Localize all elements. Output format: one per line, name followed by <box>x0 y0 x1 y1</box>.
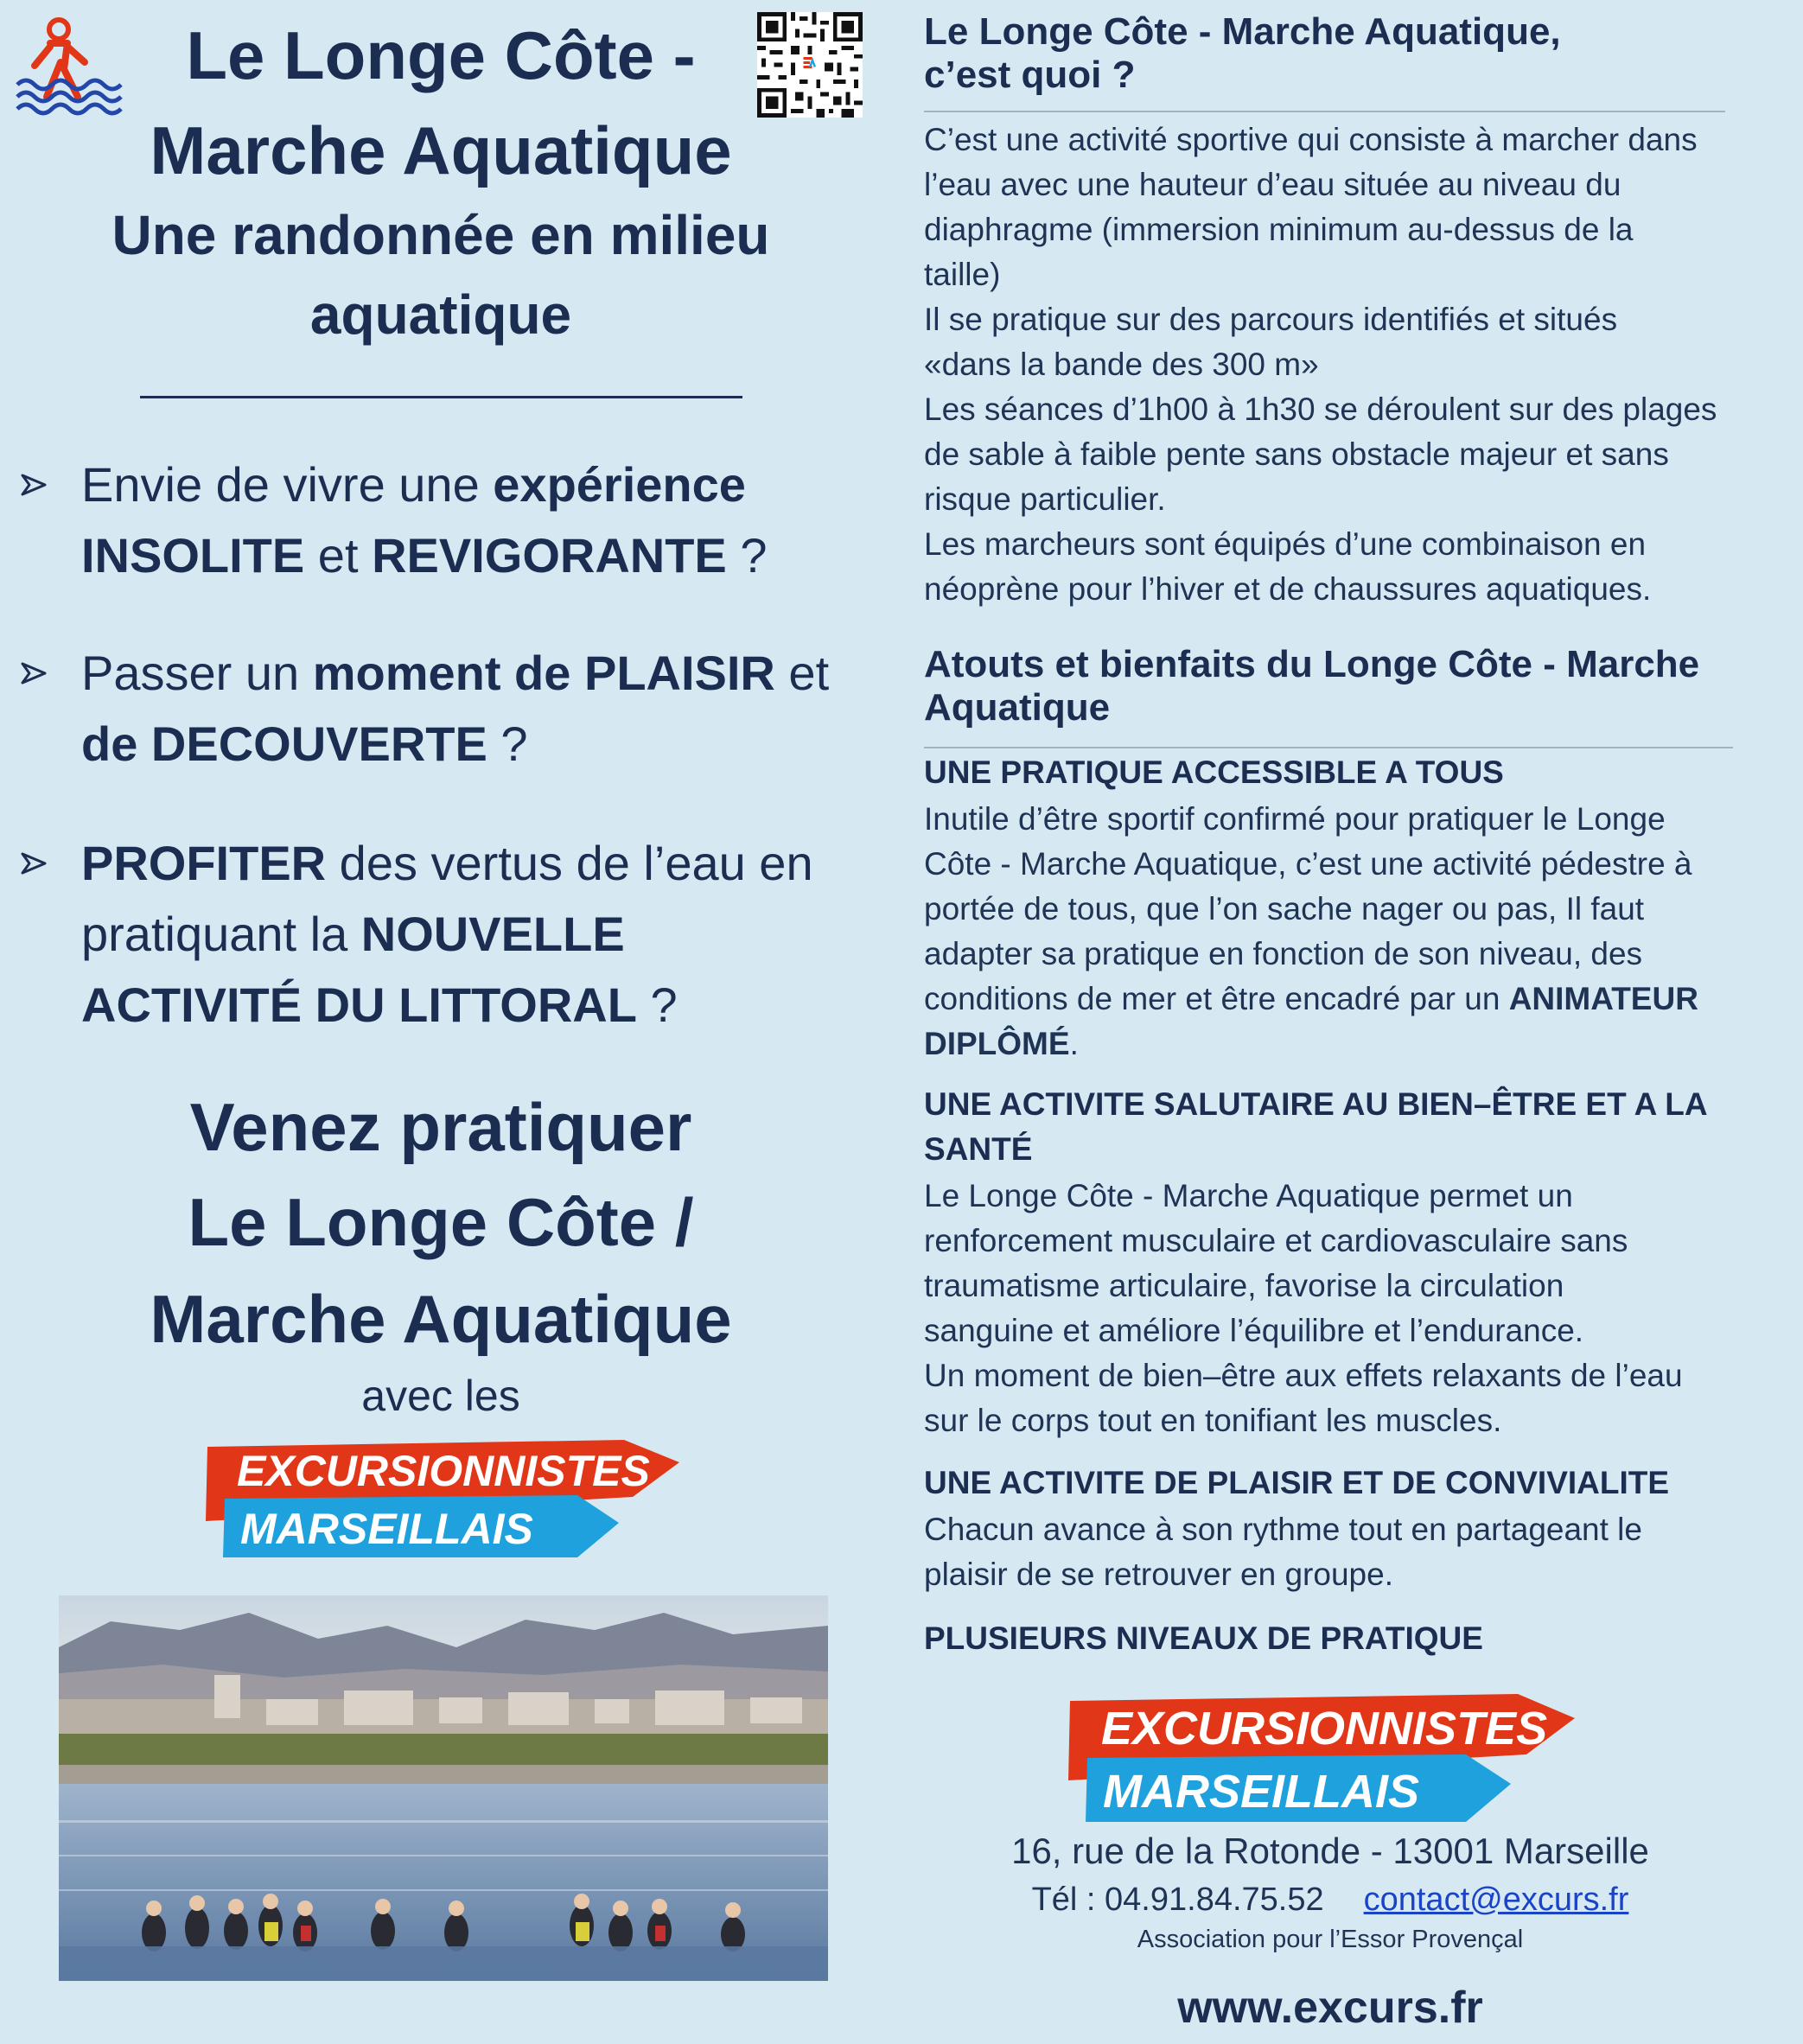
brand-logo-left <box>201 1428 679 1559</box>
section-levels-title: PLUSIEURS NIVEAUX DE PRATIQUE <box>924 1621 1483 1656</box>
main-title-line2: Marche Aquatique <box>150 112 732 188</box>
intro-line: taille) <box>924 257 1001 292</box>
heading1-rule <box>924 111 1725 112</box>
intro-line: «dans la bande des 300 m» <box>924 347 1319 382</box>
bullet-item-1 <box>19 449 866 596</box>
section-heading-what-is <box>924 10 1736 97</box>
intro-line: risque particulier. <box>924 481 1166 517</box>
address: 16, rue de la Rotonde - 13001 Marseille <box>1011 1831 1649 1871</box>
health-title-line1: UNE ACTIVITE SALUTAIRE AU BIEN–ÊTRE ET A LA <box>924 1086 1708 1122</box>
bullet-2-line1: Passer un moment de PLAISIR et <box>81 646 830 700</box>
association-name: Association pour l’Essor Provençal <box>1137 1926 1524 1953</box>
heading1-line2: c’est quoi ? <box>924 54 1136 96</box>
bullet-3-line3: ACTIVITÉ DU LITTORAL ? <box>81 977 678 1032</box>
health-line: traumatisme articulaire, favorise la circulation <box>924 1268 1564 1303</box>
health-line: Le Longe Côte - Marche Aquatique permet un <box>924 1178 1573 1213</box>
brand-line1: EXCURSIONNISTES <box>237 1447 650 1495</box>
brand-line2: MARSEILLAIS <box>240 1505 533 1553</box>
arrow-bullet-icon <box>19 659 48 688</box>
brand-logo-right <box>1063 1682 1575 1824</box>
title-divider <box>140 396 742 398</box>
bullet-3-line1: PROFITER des vertus de l’eau en <box>81 836 813 890</box>
subtitle-line1: Une randonnée en milieu <box>111 204 770 266</box>
cta-avec: avec les <box>361 1372 520 1420</box>
health-title-line2: SANTÉ <box>924 1131 1033 1167</box>
accessible-line: portée de tous, que l’on sache nager ou pas, Il faut <box>924 891 1645 926</box>
intro-line: Les séances d’1h00 à 1h30 se déroulent sur des plages <box>924 392 1717 427</box>
heading1-line1: Le Longe Côte - Marche Aquatique, <box>924 10 1561 53</box>
bullet-1-line2: INSOLITE et REVIGORANTE ? <box>81 528 768 583</box>
intro-line: diaphragme (immersion minimum au-dessus de la <box>924 212 1634 247</box>
bullet-1-line1: Envie de vivre une expérience <box>81 457 746 512</box>
heading2-line2: Aquatique <box>924 686 1111 729</box>
cta-line1: Venez pratiquer <box>189 1089 692 1165</box>
brand-line2: MARSEILLAIS <box>1103 1766 1420 1818</box>
subtitle-line2: aquatique <box>309 283 572 346</box>
brand-line1: EXCURSIONNISTES <box>1101 1703 1548 1754</box>
main-title-line1: Le Longe Côte - <box>186 17 696 93</box>
website-link[interactable]: www.excurs.fr <box>1177 1983 1483 2033</box>
section-heading-benefits <box>924 643 1736 729</box>
accessible-line: adapter sa pratique en fonction de son niveau, des <box>924 936 1643 971</box>
intro-line: l’eau avec une hauteur d’eau située au niveau du <box>924 167 1621 202</box>
pleasure-line: Chacun avance à son rythme tout en partageant le <box>924 1512 1642 1547</box>
accessible-line: Inutile d’être sportif confirmé pour pratiquer le Longe <box>924 801 1666 837</box>
arrow-bullet-icon <box>19 849 48 878</box>
bullet-item-2 <box>19 638 866 785</box>
section-health-title <box>924 1082 1741 1172</box>
intro-line: C’est une activité sportive qui consiste à marcher dans <box>924 122 1698 157</box>
bullet-item-3 <box>19 828 866 1044</box>
intro-line: néoprène pour l’hiver et de chaussures aquatiques. <box>924 571 1652 607</box>
cta-line3: Marche Aquatique <box>150 1281 732 1357</box>
section-pleasure-title: UNE ACTIVITE DE PLAISIR ET DE CONVIVIALITE <box>924 1465 1670 1500</box>
contact-row <box>924 1877 1736 1922</box>
qr-code[interactable] <box>757 12 863 118</box>
health-line: sur le corps tout en tonifiant les muscles. <box>924 1403 1502 1438</box>
qr-code-icon <box>757 12 863 118</box>
intro-line: Les marcheurs sont équipés d’une combinaison en <box>924 526 1647 562</box>
accessible-line: Côte - Marche Aquatique, c’est une activité pédestre à <box>924 846 1692 882</box>
email-link[interactable]: contact@excurs.fr <box>1363 1882 1629 1918</box>
arrow-bullet-icon <box>19 470 48 500</box>
accessible-line: conditions de mer et être encadré par un ANIMATEUR <box>924 981 1698 1016</box>
accessible-line: DIPLÔMÉ. <box>924 1026 1079 1061</box>
section-accessible-title: UNE PRATIQUE ACCESSIBLE A TOUS <box>924 755 1504 790</box>
health-line: Un moment de bien–être aux effets relaxants de l’eau <box>924 1358 1683 1393</box>
health-line: sanguine et améliore l’équilibre et l’endurance. <box>924 1313 1584 1348</box>
section-accessible-text <box>924 797 1741 1067</box>
intro-line: de sable à faible pente sans obstacle majeur et sans <box>924 436 1669 472</box>
intro-line: Il se pratique sur des parcours identifiés et situés <box>924 302 1618 337</box>
cta-line2: Le Longe Côte / <box>188 1184 694 1260</box>
section-health-text <box>924 1174 1741 1443</box>
heading2-rule <box>924 747 1733 748</box>
section-pleasure-text <box>924 1507 1741 1597</box>
longe-cote-photo <box>59 1595 828 1981</box>
bullet-3-line2: pratiquant la NOUVELLE <box>81 907 625 961</box>
health-line: renforcement musculaire et cardiovasculaire sans <box>924 1223 1628 1258</box>
heading2-line1: Atouts et bienfaits du Longe Côte - Marche <box>924 643 1700 685</box>
bullet-2-line2: de DECOUVERTE ? <box>81 716 528 771</box>
intro-paragraph <box>924 118 1741 612</box>
pleasure-line: plaisir de se retrouver en groupe. <box>924 1557 1393 1592</box>
phone-number[interactable]: Tél : 04.91.84.75.52 <box>1031 1882 1324 1918</box>
